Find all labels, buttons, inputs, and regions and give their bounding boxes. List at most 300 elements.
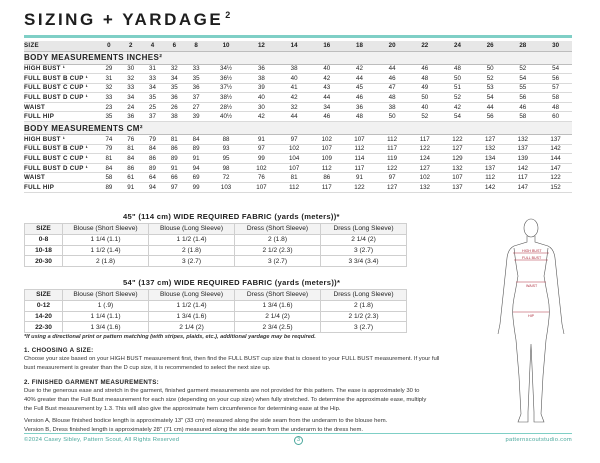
measurement-cell: 119 bbox=[376, 154, 409, 164]
measurement-cell: 37 bbox=[142, 112, 164, 122]
measurement-cell: 134 bbox=[474, 154, 507, 164]
measurement-cell: 61 bbox=[120, 173, 142, 183]
fabric-header-row bbox=[25, 290, 407, 301]
measurement-lines bbox=[513, 253, 549, 312]
row-label: FULL HIP bbox=[24, 183, 98, 193]
measurement-cell: 54 bbox=[539, 64, 572, 74]
measurement-cell: 103 bbox=[207, 183, 245, 193]
measurement-cell: 74 bbox=[98, 135, 120, 145]
measurement-cell: 60 bbox=[539, 112, 572, 122]
website-link[interactable]: patternscoutstudio.com bbox=[505, 437, 572, 443]
measurement-cell: 40 bbox=[278, 74, 311, 84]
measurement-cell: 30 bbox=[245, 102, 278, 112]
fabric-yardage-cell: 2 1/4 (2) bbox=[235, 311, 321, 322]
measurement-cell: 56 bbox=[539, 74, 572, 84]
row-label: WAIST bbox=[24, 173, 98, 183]
measurement-cell: 46 bbox=[506, 102, 539, 112]
row-label: FULL BUST B CUP ¹ bbox=[24, 74, 98, 84]
measurement-cell: 91 bbox=[163, 163, 185, 173]
measurement-cell: 56 bbox=[474, 112, 507, 122]
measurement-cell: 76 bbox=[120, 135, 142, 145]
size-header-cell: 2 bbox=[120, 41, 142, 51]
table-row bbox=[25, 256, 407, 267]
measurement-cell: 45 bbox=[343, 83, 376, 93]
measurement-cell: 36 bbox=[120, 112, 142, 122]
measurement-cell: 99 bbox=[185, 183, 207, 193]
measurement-cell: 52 bbox=[474, 74, 507, 84]
measurement-cell: 86 bbox=[120, 163, 142, 173]
table-row bbox=[24, 64, 572, 74]
body-measurement-figure bbox=[486, 216, 576, 430]
waist-label: WAIST bbox=[526, 284, 538, 288]
fabric-yardage-cell: 2 1/4 (2) bbox=[149, 322, 235, 333]
fabric-45-title: 45" (114 cm) WIDE REQUIRED FABRIC (yards (meters))* bbox=[123, 212, 340, 221]
measurement-cell: 52 bbox=[506, 64, 539, 74]
measurement-cell: 53 bbox=[474, 83, 507, 93]
table-row bbox=[25, 322, 407, 333]
measurement-cell: 91 bbox=[343, 173, 376, 183]
measurement-cell: 50 bbox=[441, 74, 474, 84]
fabric-yardage-cell: 1 (.9) bbox=[63, 300, 149, 311]
measurement-cell: 36½ bbox=[207, 74, 245, 84]
fabric-yardage-cell: 2 (1.8) bbox=[235, 234, 321, 245]
table-row bbox=[25, 234, 407, 245]
finished-measurements-text bbox=[24, 387, 564, 435]
measurement-cell: 107 bbox=[245, 183, 278, 193]
choosing-size-text bbox=[24, 355, 564, 373]
measurement-cell: 40 bbox=[408, 102, 441, 112]
measurement-cell: 57 bbox=[539, 83, 572, 93]
fabric-yardage-cell: 3 (2.7) bbox=[321, 245, 407, 256]
measurement-cell: 129 bbox=[441, 154, 474, 164]
size-header-cell: 4 bbox=[142, 41, 164, 51]
measurement-cell: 35 bbox=[142, 93, 164, 103]
measurement-cell: 40 bbox=[245, 93, 278, 103]
measurement-cell: 43 bbox=[310, 83, 343, 93]
body-measurements-table bbox=[24, 41, 572, 193]
title-rule bbox=[24, 35, 572, 38]
measurement-cell: 26 bbox=[163, 102, 185, 112]
fabric-yardage-cell: 3 3/4 (3.4) bbox=[321, 256, 407, 267]
table-row bbox=[24, 173, 572, 183]
hip-label: HIP bbox=[528, 314, 534, 318]
measurement-cell: 86 bbox=[142, 154, 164, 164]
fabric-yardage-cell: 2 (1.8) bbox=[63, 256, 149, 267]
measurement-cell: 112 bbox=[474, 173, 507, 183]
measurement-cell: 81 bbox=[278, 173, 311, 183]
measurement-cell: 41 bbox=[278, 83, 311, 93]
measurement-cell: 46 bbox=[376, 74, 409, 84]
measurement-cell: 35 bbox=[163, 83, 185, 93]
measurement-cell: 122 bbox=[539, 173, 572, 183]
measurement-cell: 33 bbox=[185, 64, 207, 74]
directional-print-note: *If using a directional print or pattern matching (with stripes, plaids, etc.), additional yardage may be required. bbox=[24, 334, 316, 340]
measurement-cell: 48 bbox=[376, 93, 409, 103]
measurement-cell: 127 bbox=[441, 144, 474, 154]
fabric-yardage-cell: 3 (2.7) bbox=[235, 256, 321, 267]
table-row bbox=[25, 300, 407, 311]
measurement-cell: 42 bbox=[343, 64, 376, 74]
fabric-54-title: 54" (137 cm) WIDE REQUIRED FABRIC (yards (meters))* bbox=[123, 278, 341, 287]
measurement-cell: 36 bbox=[245, 64, 278, 74]
measurement-cell: 42 bbox=[245, 112, 278, 122]
measurement-cell: 46 bbox=[408, 64, 441, 74]
measurement-cell: 89 bbox=[142, 163, 164, 173]
fabric-45-table bbox=[24, 223, 407, 267]
measurement-cell: 40½ bbox=[207, 112, 245, 122]
measurement-cell: 89 bbox=[163, 154, 185, 164]
measurement-cell: 40 bbox=[310, 64, 343, 74]
measurement-cell: 89 bbox=[185, 144, 207, 154]
measurement-cell: 58 bbox=[539, 93, 572, 103]
measurement-cell: 34 bbox=[163, 74, 185, 84]
measurement-cell: 33 bbox=[98, 93, 120, 103]
measurement-cell: 32 bbox=[120, 74, 142, 84]
finished-line: Version A, Blouse finished bodice length is approximately 13" (33 cm) measured along the side seam from the underarm to the blouse hem. bbox=[24, 418, 388, 425]
choosing-size-line: bust measurement is greater than the D cup size, it is recommended to select the next size up. bbox=[24, 364, 271, 371]
fabric-yardage-cell: 3 (2.7) bbox=[321, 322, 407, 333]
table-row bbox=[24, 144, 572, 154]
fabric-yardage-cell: 2 (1.8) bbox=[149, 245, 235, 256]
measurement-cell: 102 bbox=[278, 144, 311, 154]
measurement-cell: 109 bbox=[310, 154, 343, 164]
table-row bbox=[24, 112, 572, 122]
measurement-cell: 69 bbox=[185, 173, 207, 183]
measurement-cell: 54 bbox=[441, 112, 474, 122]
measurement-cell: 32 bbox=[163, 64, 185, 74]
measurement-cell: 48 bbox=[539, 102, 572, 112]
measurement-cell: 35 bbox=[185, 74, 207, 84]
measurement-cell: 36 bbox=[163, 93, 185, 103]
measurement-cell: 99 bbox=[245, 154, 278, 164]
measurement-cell: 34 bbox=[310, 102, 343, 112]
table-row bbox=[24, 183, 572, 193]
measurement-cell: 72 bbox=[207, 173, 245, 183]
row-label: FULL BUST C CUP ¹ bbox=[24, 83, 98, 93]
measurement-cell: 94 bbox=[142, 183, 164, 193]
measurement-cell: 56 bbox=[506, 93, 539, 103]
measurement-cell: 58 bbox=[98, 173, 120, 183]
measurement-cell: 107 bbox=[278, 163, 311, 173]
measurement-cell: 124 bbox=[408, 154, 441, 164]
fabric-header-cell: SIZE bbox=[25, 290, 63, 301]
size-header-cell: 10 bbox=[207, 41, 245, 51]
measurement-cell: 48 bbox=[343, 112, 376, 122]
cm-section-heading: BODY MEASUREMENTS CM² bbox=[24, 122, 572, 135]
measurement-cell: 33 bbox=[142, 74, 164, 84]
measurement-cell: 38 bbox=[163, 112, 185, 122]
measurement-cell: 48 bbox=[408, 74, 441, 84]
measurement-cell: 23 bbox=[98, 102, 120, 112]
measurement-cell: 48 bbox=[441, 64, 474, 74]
table-row bbox=[24, 102, 572, 112]
fabric-54-table bbox=[24, 289, 407, 333]
measurement-cell: 112 bbox=[278, 183, 311, 193]
measurement-cell: 47 bbox=[376, 83, 409, 93]
measurement-cell: 54 bbox=[474, 93, 507, 103]
measurement-cell: 79 bbox=[98, 144, 120, 154]
measurement-cell: 86 bbox=[163, 144, 185, 154]
measurement-cell: 84 bbox=[98, 163, 120, 173]
measurement-cell: 49 bbox=[408, 83, 441, 93]
fabric-yardage-cell: 1 3/4 (1.6) bbox=[235, 300, 321, 311]
measurement-cell: 112 bbox=[310, 163, 343, 173]
measurement-cell: 36 bbox=[185, 83, 207, 93]
measurement-cell: 122 bbox=[408, 144, 441, 154]
measurement-cell: 107 bbox=[343, 135, 376, 145]
measurement-cell: 107 bbox=[441, 173, 474, 183]
measurement-cell: 86 bbox=[310, 173, 343, 183]
measurement-cell: 97 bbox=[245, 144, 278, 154]
measurement-cell: 50 bbox=[408, 93, 441, 103]
measurement-cell: 95 bbox=[207, 154, 245, 164]
measurement-cell: 37 bbox=[185, 93, 207, 103]
measurement-cell: 38 bbox=[245, 74, 278, 84]
size-header-cell: 22 bbox=[408, 41, 441, 51]
measurement-cell: 36 bbox=[343, 102, 376, 112]
choosing-size-line: Choose your size based on your HIGH BUST measurement first, then find the FULL BUST cup size that is closest to your FULL BUST measurement. If your full bbox=[24, 356, 440, 362]
measurement-cell: 97 bbox=[376, 173, 409, 183]
measurement-cell: 35 bbox=[98, 112, 120, 122]
finished-line: Version B, Dress finished length is approximately 28" (71 cm) measured along the side seam from the underarm to the dress hem. bbox=[24, 427, 364, 434]
finished-line: Due to the generous ease and stretch in the garment, finished garment measurements are not provided for this pattern. The ease is approximately 30 to bbox=[24, 388, 420, 394]
measurement-cell: 144 bbox=[539, 154, 572, 164]
copyright-text: ©2024 Casey Sibley, Pattern Scout, All Rights Reserved bbox=[24, 437, 180, 443]
row-label: HIGH BUST ¹ bbox=[24, 135, 98, 145]
measurement-cell: 32 bbox=[98, 83, 120, 93]
measurement-cell: 122 bbox=[441, 135, 474, 145]
size-header-cell: 8 bbox=[185, 41, 207, 51]
table-row bbox=[24, 74, 572, 84]
size-header-cell: 6 bbox=[163, 41, 185, 51]
finished-line: 40% greater than the Full Bust measurement for each size (depending on your cup size) when fully stretched. To determine the approximate ease, multiply bbox=[24, 396, 427, 403]
measurement-cell: 117 bbox=[376, 144, 409, 154]
measurement-cell: 91 bbox=[245, 135, 278, 145]
fabric-yardage-cell: 2 1/2 (2.3) bbox=[235, 245, 321, 256]
size-header-cell: 24 bbox=[441, 41, 474, 51]
size-header-cell: 26 bbox=[474, 41, 507, 51]
measurement-cell: 132 bbox=[441, 163, 474, 173]
measurement-cell: 42 bbox=[441, 102, 474, 112]
measurement-cell: 31 bbox=[98, 74, 120, 84]
measurement-cell: 117 bbox=[408, 135, 441, 145]
row-label: FULL HIP bbox=[24, 112, 98, 122]
measurement-cell: 137 bbox=[539, 135, 572, 145]
measurement-cell: 50 bbox=[376, 112, 409, 122]
measurement-cell: 84 bbox=[142, 144, 164, 154]
measurement-cell: 50 bbox=[474, 64, 507, 74]
row-label: FULL BUST B CUP ¹ bbox=[24, 144, 98, 154]
measurement-cell: 38 bbox=[376, 102, 409, 112]
measurement-cell: 97 bbox=[163, 183, 185, 193]
measurement-cell: 84 bbox=[185, 135, 207, 145]
inches-section-heading: BODY MEASUREMENTS INCHES² bbox=[24, 51, 572, 64]
measurement-cell: 25 bbox=[142, 102, 164, 112]
fabric-header-cell: Blouse (Short Sleeve) bbox=[63, 224, 149, 235]
measurement-cell: 117 bbox=[310, 183, 343, 193]
measurement-cell: 147 bbox=[539, 163, 572, 173]
measurement-cell: 42 bbox=[310, 74, 343, 84]
fabric-yardage-cell: 1 1/2 (1.4) bbox=[63, 245, 149, 256]
measurement-cell: 89 bbox=[98, 183, 120, 193]
row-label: WAIST bbox=[24, 102, 98, 112]
inches-section-row bbox=[24, 51, 572, 64]
measurement-cell: 98 bbox=[207, 163, 245, 173]
fabric-yardage-cell: 2 (1.8) bbox=[321, 300, 407, 311]
measurement-cell: 44 bbox=[343, 74, 376, 84]
fabric-header-cell: Blouse (Long Sleeve) bbox=[149, 224, 235, 235]
table-row bbox=[24, 93, 572, 103]
measurement-cell: 122 bbox=[343, 183, 376, 193]
fabric-yardage-cell: 1 3/4 (1.6) bbox=[149, 311, 235, 322]
measurement-cell: 46 bbox=[310, 112, 343, 122]
measurement-cell: 38 bbox=[278, 64, 311, 74]
measurement-cell: 27 bbox=[185, 102, 207, 112]
row-label: FULL BUST D CUP ¹ bbox=[24, 93, 98, 103]
row-label: HIGH BUST ¹ bbox=[24, 64, 98, 74]
measurement-cell: 52 bbox=[441, 93, 474, 103]
size-header-label: SIZE bbox=[24, 41, 98, 51]
fabric-size-cell: 10-18 bbox=[25, 245, 63, 256]
measurement-cell: 102 bbox=[408, 173, 441, 183]
fabric-size-cell: 0-8 bbox=[25, 234, 63, 245]
measurement-cell: 44 bbox=[278, 112, 311, 122]
size-header-cell: 0 bbox=[98, 41, 120, 51]
table-row bbox=[25, 311, 407, 322]
measurement-cell: 102 bbox=[245, 163, 278, 173]
measurement-cell: 137 bbox=[441, 183, 474, 193]
table-row bbox=[24, 163, 572, 173]
measurement-cell: 117 bbox=[343, 163, 376, 173]
fabric-header-cell: SIZE bbox=[25, 224, 63, 235]
fabric-header-cell: Blouse (Short Sleeve) bbox=[63, 290, 149, 301]
measurement-cell: 44 bbox=[376, 64, 409, 74]
fabric-size-cell: 0-12 bbox=[25, 300, 63, 311]
fabric-yardage-cell: 2 1/4 (2) bbox=[321, 234, 407, 245]
size-header-cell: 28 bbox=[506, 41, 539, 51]
measurement-cell: 51 bbox=[441, 83, 474, 93]
fabric-size-cell: 14-20 bbox=[25, 311, 63, 322]
measurement-cell: 102 bbox=[310, 135, 343, 145]
measurement-cell: 52 bbox=[408, 112, 441, 122]
measurement-cell: 54 bbox=[506, 74, 539, 84]
measurement-cell: 79 bbox=[142, 135, 164, 145]
measurement-cell: 91 bbox=[120, 183, 142, 193]
measurement-cell: 34 bbox=[120, 93, 142, 103]
measurement-cell: 64 bbox=[142, 173, 164, 183]
fabric-header-row bbox=[25, 224, 407, 235]
fabric-header-cell: Dress (Short Sleeve) bbox=[235, 290, 321, 301]
measurement-cell: 84 bbox=[120, 154, 142, 164]
measurement-cell: 137 bbox=[474, 163, 507, 173]
measurement-cell: 66 bbox=[163, 173, 185, 183]
measurement-cell: 139 bbox=[506, 154, 539, 164]
row-label: FULL BUST D CUP ¹ bbox=[24, 163, 98, 173]
measurement-cell: 29 bbox=[98, 64, 120, 74]
fabric-header-cell: Blouse (Long Sleeve) bbox=[149, 290, 235, 301]
cm-section-row bbox=[24, 122, 572, 135]
page-title: SIZING + YARDAGE $^2$ bbox=[24, 10, 231, 29]
size-header-cell: 20 bbox=[376, 41, 409, 51]
measurement-cell: 137 bbox=[506, 144, 539, 154]
fabric-yardage-cell: 3 (2.7) bbox=[149, 256, 235, 267]
footer-rule bbox=[24, 433, 572, 434]
measurement-cell: 39 bbox=[245, 83, 278, 93]
measurement-cell: 122 bbox=[376, 163, 409, 173]
finished-line: the Full Bust measurement by 1.3. This will also give the approximate hem circumference for determining ease at the Hip. bbox=[24, 405, 341, 412]
measurement-cell: 55 bbox=[506, 83, 539, 93]
measurement-cell: 30 bbox=[120, 64, 142, 74]
fabric-header-cell: Dress (Long Sleeve) bbox=[321, 224, 407, 235]
measurement-cell: 112 bbox=[376, 135, 409, 145]
fabric-size-cell: 22-30 bbox=[25, 322, 63, 333]
size-header-cell: 14 bbox=[278, 41, 311, 51]
choosing-size-heading: 1. CHOOSING A SIZE: bbox=[24, 347, 94, 354]
measurement-cell: 76 bbox=[245, 173, 278, 183]
size-header-cell: 30 bbox=[539, 41, 572, 51]
measurement-cell: 46 bbox=[343, 93, 376, 103]
fabric-yardage-cell: 1 1/2 (1.4) bbox=[149, 300, 235, 311]
measurement-cell: 107 bbox=[310, 144, 343, 154]
measurement-cell: 114 bbox=[343, 154, 376, 164]
table-row bbox=[24, 154, 572, 164]
measurement-cell: 44 bbox=[474, 102, 507, 112]
size-header-cell: 18 bbox=[343, 41, 376, 51]
fabric-header-cell: Dress (Short Sleeve) bbox=[235, 224, 321, 235]
measurement-cell: 132 bbox=[506, 135, 539, 145]
measurement-cell: 93 bbox=[207, 144, 245, 154]
measurement-cell: 42 bbox=[278, 93, 311, 103]
table-row bbox=[24, 83, 572, 93]
size-header-cell: 12 bbox=[245, 41, 278, 51]
measurement-cell: 127 bbox=[474, 135, 507, 145]
page-number: 3 bbox=[294, 436, 303, 445]
measurement-cell: 24 bbox=[120, 102, 142, 112]
fabric-yardage-cell: 1 1/2 (1.4) bbox=[149, 234, 235, 245]
measurement-cell: 34 bbox=[142, 83, 164, 93]
measurement-cell: 37½ bbox=[207, 83, 245, 93]
measurement-cell: 44 bbox=[310, 93, 343, 103]
measurement-cell: 81 bbox=[120, 144, 142, 154]
measurement-cell: 91 bbox=[185, 154, 207, 164]
fabric-yardage-cell: 1 1/4 (1.1) bbox=[63, 311, 149, 322]
measurement-cell: 142 bbox=[506, 163, 539, 173]
size-header-row bbox=[24, 41, 572, 51]
measurement-cell: 117 bbox=[506, 173, 539, 183]
fabric-yardage-cell: 1 1/4 (1.1) bbox=[63, 234, 149, 245]
row-label: FULL BUST C CUP ¹ bbox=[24, 154, 98, 164]
measurement-cell: 127 bbox=[376, 183, 409, 193]
measurement-cell: 32 bbox=[278, 102, 311, 112]
measurement-cell: 104 bbox=[278, 154, 311, 164]
measurement-cell: 88 bbox=[207, 135, 245, 145]
fabric-size-cell: 20-30 bbox=[25, 256, 63, 267]
measurement-cell: 112 bbox=[343, 144, 376, 154]
measurement-cell: 81 bbox=[98, 154, 120, 164]
measurement-cell: 38½ bbox=[207, 93, 245, 103]
measurement-cell: 97 bbox=[278, 135, 311, 145]
measurement-cell: 28½ bbox=[207, 102, 245, 112]
measurement-cell: 132 bbox=[408, 183, 441, 193]
size-header-cell: 16 bbox=[310, 41, 343, 51]
measurement-cell: 127 bbox=[408, 163, 441, 173]
fabric-yardage-cell: 2 1/2 (2.3) bbox=[321, 311, 407, 322]
full-bust-label: FULL BUST bbox=[522, 256, 542, 260]
measurement-cell: 31 bbox=[142, 64, 164, 74]
measurement-cell: 34½ bbox=[207, 64, 245, 74]
measurement-cell: 152 bbox=[539, 183, 572, 193]
fabric-yardage-cell: 1 3/4 (1.6) bbox=[63, 322, 149, 333]
